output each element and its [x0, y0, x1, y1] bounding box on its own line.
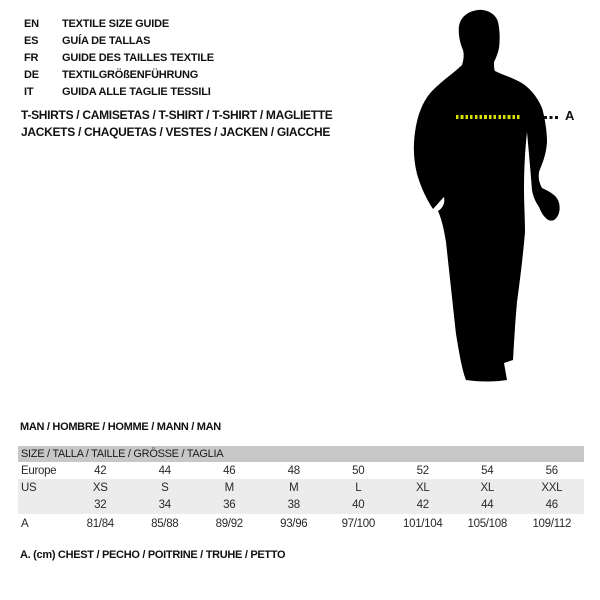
table-cell: 52 — [416, 464, 429, 477]
table-header-row — [18, 446, 584, 462]
footnote-chest: A. (cm) CHEST / PECHO / POITRINE / TRUHE / PETTO — [20, 549, 286, 561]
table-cell: 44 — [481, 499, 494, 512]
table-cell: 81/84 — [86, 517, 114, 530]
table-cell: 40 — [352, 499, 365, 512]
category-jackets: JACKETS / CHAQUETAS / VESTES / JACKEN / GIACCHE — [21, 125, 331, 139]
language-row-en — [24, 15, 214, 32]
table-row-chest-a — [18, 514, 584, 533]
table-cell: 56 — [545, 464, 558, 477]
table-row-us-letters — [18, 479, 584, 497]
table-cell: 34 — [158, 499, 171, 512]
table-cell: 85/88 — [151, 517, 179, 530]
size-table — [18, 446, 584, 533]
table-row-europe — [18, 462, 584, 479]
table-cell: M — [289, 481, 299, 494]
table-cell: 101/104 — [403, 517, 443, 530]
table-cell: 54 — [481, 464, 494, 477]
table-cell: XL — [480, 481, 494, 494]
table-cell: S — [161, 481, 169, 494]
language-code: DE — [24, 68, 39, 81]
language-code: ES — [24, 34, 39, 47]
table-row-us-numbers — [18, 497, 584, 515]
table-cell: 36 — [223, 499, 236, 512]
table-cell: 48 — [287, 464, 300, 477]
language-title: GUIDA ALLE TAGLIE TESSILI — [62, 85, 211, 98]
category-tshirts: T-SHIRTS / CAMISETAS / T-SHIRT / T-SHIRT / MAGLIETTE — [21, 108, 333, 122]
language-code: FR — [24, 51, 39, 64]
row-label: A — [21, 517, 29, 530]
table-cell: 42 — [94, 464, 107, 477]
measure-label-a: A — [565, 108, 575, 123]
language-title: TEXTILE SIZE GUIDE — [62, 17, 170, 30]
category-block — [21, 107, 333, 141]
table-cell: XXL — [541, 481, 563, 494]
man-silhouette — [403, 8, 563, 390]
table-cell: 32 — [94, 499, 107, 512]
language-code: EN — [24, 17, 39, 30]
table-cell: 42 — [416, 499, 429, 512]
measure-connector-dashes — [544, 116, 561, 119]
row-label: Europe — [21, 464, 57, 477]
table-cell: XL — [416, 481, 430, 494]
table-cell: 50 — [352, 464, 365, 477]
table-cell: 38 — [287, 499, 300, 512]
size-figure — [403, 8, 578, 393]
table-header-label: SIZE / TALLA / TAILLE / GRÖSSE / TAGLIA — [21, 448, 224, 460]
language-title: GUÍA DE TALLAS — [62, 34, 151, 47]
table-cell: 97/100 — [341, 517, 375, 530]
table-cell: 105/108 — [467, 517, 507, 530]
table-cell: 46 — [545, 499, 558, 512]
language-code: IT — [24, 85, 34, 98]
table-cell: 44 — [158, 464, 171, 477]
table-us-band — [18, 479, 584, 514]
language-title: GUIDE DES TAILLES TEXTILE — [62, 51, 214, 64]
chest-measure-dashes — [456, 115, 520, 119]
table-cell: L — [355, 481, 362, 494]
language-row-it — [24, 83, 214, 100]
table-cell: M — [224, 481, 234, 494]
language-row-es — [24, 32, 214, 49]
table-cell: XS — [92, 481, 108, 494]
table-cell: 89/92 — [215, 517, 243, 530]
language-title: TEXTILGRÖßENFÜHRUNG — [62, 68, 199, 81]
language-row-fr — [24, 49, 214, 66]
table-cell: 93/96 — [280, 517, 308, 530]
language-row-de — [24, 66, 214, 83]
language-legend — [24, 15, 214, 100]
section-title-man: MAN / HOMBRE / HOMME / MANN / MAN — [20, 421, 221, 433]
table-cell: 46 — [223, 464, 236, 477]
row-label: US — [21, 481, 37, 494]
table-cell: 109/112 — [532, 517, 572, 530]
